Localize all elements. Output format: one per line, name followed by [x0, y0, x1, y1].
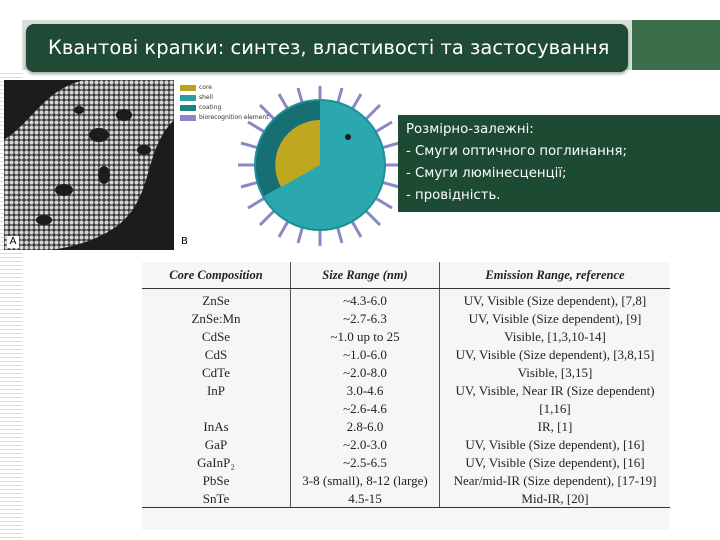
table-cell: ~2.0-3.0	[291, 435, 440, 453]
table-cell	[142, 399, 291, 417]
table-row	[142, 289, 670, 310]
table-cell: UV, Visible (Size dependent), [3,8,15]	[455, 346, 655, 362]
property-item: - провідність.	[406, 188, 501, 203]
table-cell: Near/mid-IR (Size dependent), [17-19]	[453, 472, 657, 488]
table-cell: [1,16]	[539, 400, 571, 416]
table-cell: CdTe	[142, 363, 291, 381]
column-header: Emission Range, reference	[440, 262, 671, 289]
tem-image	[4, 80, 174, 250]
table-cell: 3-8 (small), 8-12 (large)	[291, 471, 440, 489]
figure-label-b: B	[181, 236, 188, 247]
column-header: Core Composition	[142, 262, 291, 289]
data-table	[142, 262, 670, 508]
table-cell: ~2.0-8.0	[291, 363, 440, 381]
table-cell: UV, Visible (Size dependent), [9]	[468, 310, 642, 326]
table-cell: IR, [1]	[537, 418, 573, 434]
table-row	[142, 417, 670, 435]
table-cell: UV, Visible (Size dependent), [7,8]	[463, 292, 647, 308]
legend-swatch-core	[180, 85, 196, 91]
table-cell: ~2.6-4.6	[291, 399, 440, 417]
table-cell: ~1.0 up to 25	[291, 327, 440, 345]
table-row	[142, 309, 670, 327]
table-cell: GaInP₂	[142, 453, 291, 471]
title-banner	[26, 24, 628, 72]
table-cell: Mid-IR, [20]	[440, 489, 671, 508]
table-cell: Visible, [3,15]	[517, 364, 593, 380]
table-row	[142, 363, 670, 381]
table-cell: UV, Visible (Size dependent), [16]	[465, 454, 645, 470]
table-row	[142, 399, 670, 417]
column-header: Size Range (nm)	[291, 262, 440, 289]
table-cell: ~2.5-6.5	[291, 453, 440, 471]
tem-image-graphic	[4, 80, 174, 250]
table-row	[142, 471, 670, 489]
table-header-row	[142, 262, 670, 289]
table-cell: InAs	[142, 417, 291, 435]
table-cell: GaP	[142, 435, 291, 453]
properties-heading: Розмірно-залежні:	[406, 122, 534, 137]
table-cell: ~4.3-6.0	[291, 289, 440, 310]
qd-materials-table	[142, 262, 670, 530]
legend-label: core	[199, 84, 212, 91]
table-cell: 4.5-15	[291, 489, 440, 508]
legend-label: coating	[199, 104, 222, 111]
table-cell: 2.8-6.0	[291, 417, 440, 435]
table-cell: InP	[142, 381, 291, 399]
header-accent	[632, 20, 720, 70]
legend-label: biorecognition element	[199, 114, 269, 121]
table-cell: CdS	[142, 345, 291, 363]
table-cell: Visible, [1,3,10-14]	[504, 328, 606, 344]
table-cell: CdSe	[142, 327, 291, 345]
legend-swatch-coating	[180, 105, 196, 111]
table-row	[142, 489, 670, 508]
table-row	[142, 435, 670, 453]
table-row	[142, 345, 670, 363]
table-cell: PbSe	[142, 471, 291, 489]
legend-label: shell	[199, 94, 213, 101]
table-row	[142, 327, 670, 345]
table-cell: SnTe	[142, 489, 291, 508]
table-cell: ~1.0-6.0	[291, 345, 440, 363]
table-cell: UV, Visible (Size dependent), [16]	[465, 436, 645, 452]
property-item: - Смуги люмінесценції;	[406, 166, 567, 181]
slide-title: Квантові крапки: синтез, властивості та застосування	[48, 36, 610, 59]
table-cell: 3.0-4.6	[291, 381, 440, 399]
table-row	[142, 453, 670, 471]
table-cell: ~2.7-6.3	[291, 309, 440, 327]
table-cell: ZnSe:Mn	[142, 309, 291, 327]
legend-swatch-shell	[180, 95, 196, 101]
property-item: - Смуги оптичного поглинання;	[406, 144, 627, 159]
quantum-dot-diagram	[230, 80, 410, 250]
surface-mark	[345, 134, 351, 140]
figure-label-a: A	[7, 236, 19, 248]
table-cell: UV, Visible, Near IR (Size dependent)	[455, 382, 655, 398]
legend-swatch-biorecognition	[180, 115, 196, 121]
table-row	[142, 381, 670, 399]
properties-box	[398, 115, 720, 212]
table-cell: ZnSe	[142, 289, 291, 310]
